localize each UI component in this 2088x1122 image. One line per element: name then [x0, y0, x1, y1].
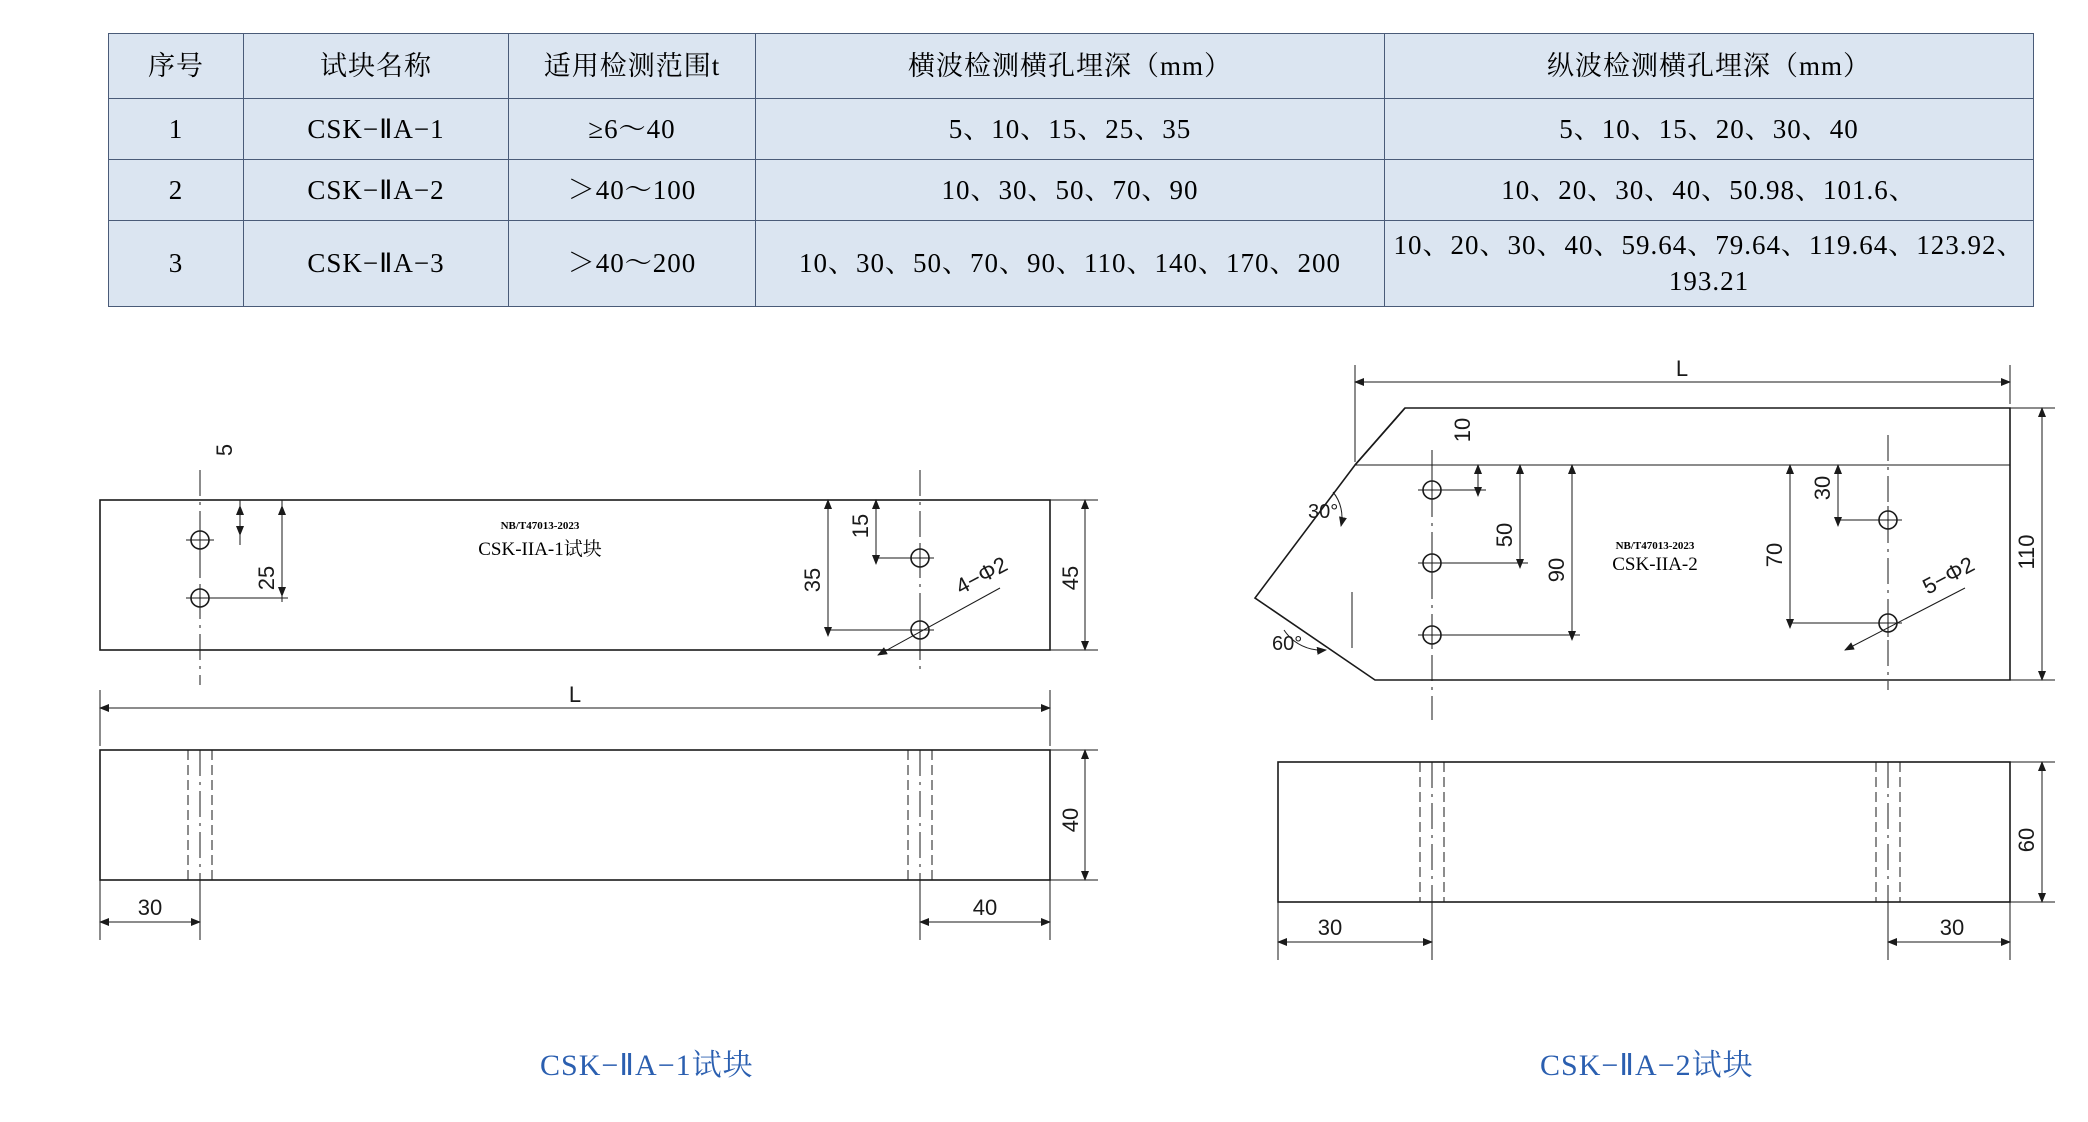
table-body: [109, 99, 2034, 307]
engineering-drawings-svg: [0, 330, 2088, 1090]
dim-label-right-60: 60: [2014, 827, 2039, 853]
stamp-name-left: CSK-IIA-1试块: [478, 539, 602, 560]
header-cell-no: 序号: [109, 34, 244, 99]
dim-label-left-45: 45: [1058, 565, 1083, 591]
table-header-row: [109, 34, 2034, 99]
stamp-name-right: CSK-IIA-2: [1612, 554, 1698, 575]
cell-long: 10、20、30、40、59.64、79.64、119.64、123.92、193.21: [1385, 221, 2034, 307]
cell-long: 5、10、15、20、30、40: [1385, 99, 2034, 160]
stamp-standard-left: NB/T47013-2023: [500, 520, 580, 532]
dim-label-left-40h: 40: [1058, 807, 1083, 833]
stamp-left-block: [430, 520, 650, 561]
header-cell-name: 试块名称: [244, 34, 509, 99]
spec-table: [108, 33, 2034, 307]
dim-label-right-10: 10: [1450, 417, 1475, 443]
cell-shear: 10、30、50、70、90、110、140、170、200: [756, 221, 1385, 307]
dim-label-left-5: 5: [212, 443, 237, 457]
angle-label-30: 30°: [1308, 501, 1339, 523]
table-row: [109, 221, 2034, 307]
table-row: [109, 99, 2034, 160]
header-cell-shear: 横波检测横孔埋深（mm）: [756, 34, 1385, 99]
dim-label-right-30-right: 30: [1939, 915, 1965, 940]
header-cell-long: 纵波检测横孔埋深（mm）: [1385, 34, 2034, 99]
cell-no: 3: [109, 221, 244, 307]
cell-name: CSK−ⅡA−3: [244, 221, 509, 307]
dim-label-left-25: 25: [254, 565, 279, 591]
dim-label-right-90: 90: [1544, 557, 1569, 583]
hole-label-right: 5−Φ2: [1918, 551, 1979, 600]
caption-left-block: CSK−ⅡA−1试块: [540, 1049, 754, 1082]
dim-label-left-40b: 40: [972, 895, 998, 920]
cell-name: CSK−ⅡA−2: [244, 160, 509, 221]
table-head: [109, 34, 2034, 99]
spec-table-container: [108, 33, 2025, 307]
drawings-area: [0, 330, 2088, 1090]
hole-label-left: 4−Φ2: [951, 551, 1012, 600]
dim-label-right-30: 30: [1810, 475, 1835, 501]
angle-label-60: 60°: [1272, 633, 1303, 655]
cell-name: CSK−ⅡA−1: [244, 99, 509, 160]
dim-label-right-L: L: [1675, 356, 1689, 381]
caption-right-block: CSK−ⅡA−2试块: [1540, 1049, 1754, 1082]
dim-label-left-35: 35: [800, 567, 825, 593]
dim-label-left-L: L: [568, 682, 582, 707]
table-row: [109, 160, 2034, 221]
stamp-standard-right: NB/T47013-2023: [1615, 540, 1695, 552]
stamp-right-block: [1555, 540, 1755, 576]
cell-range: ≥6～40: [509, 99, 756, 160]
dim-label-left-15: 15: [848, 513, 873, 539]
dim-label-right-110: 110: [2014, 534, 2039, 570]
cell-shear: 10、30、50、70、90: [756, 160, 1385, 221]
dim-label-left-30: 30: [137, 895, 163, 920]
dim-label-right-30-left: 30: [1317, 915, 1343, 940]
dim-label-right-70: 70: [1762, 542, 1787, 568]
cell-no: 2: [109, 160, 244, 221]
cell-range: ＞40～200: [509, 221, 756, 307]
cell-shear: 5、10、15、25、35: [756, 99, 1385, 160]
cell-no: 1: [109, 99, 244, 160]
cell-range: ＞40～100: [509, 160, 756, 221]
header-cell-range: 适用检测范围t: [509, 34, 756, 99]
cell-long: 10、20、30、40、50.98、101.6、: [1385, 160, 2034, 221]
dim-label-right-50: 50: [1492, 522, 1517, 548]
